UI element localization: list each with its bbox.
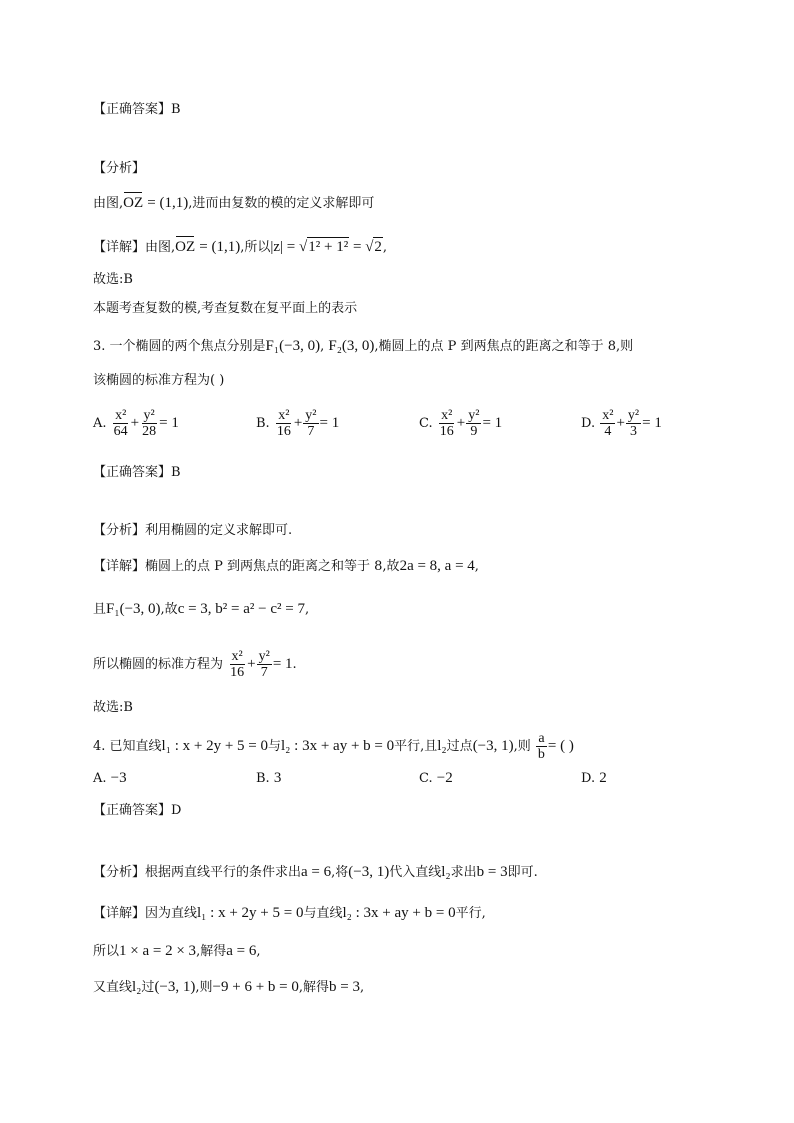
q4-text: ,则 <box>513 739 531 754</box>
focus-f1: F₁(−3, 0) <box>265 338 321 354</box>
answer-q4: 【正确答案】D <box>93 803 182 818</box>
vector-value: = (1,1) <box>199 239 241 255</box>
detail-label: 【详解】 <box>93 240 146 255</box>
analysis-q4 <box>93 863 538 882</box>
denominator: 9 <box>470 424 478 439</box>
detail-text: ,则 <box>195 980 213 995</box>
detail-q4-line1 <box>93 904 486 923</box>
detail-text: 且 <box>93 602 107 617</box>
option-label: B. <box>256 416 270 431</box>
fraction-y <box>466 408 481 439</box>
numerator: x² <box>602 408 614 423</box>
rhs: = 1 <box>272 656 293 672</box>
numerator: x² <box>231 649 243 664</box>
vector-oz: OZ <box>175 239 196 255</box>
q3-option: B. $\frac{\text{x²}}{16}$ + $\frac{\text{y²}}{7}$ = 1 <box>256 408 340 439</box>
option-label: A. <box>93 416 107 431</box>
q4-text: 过点 <box>446 739 473 754</box>
sqrt-expression: 1² + 1² <box>308 239 349 255</box>
analysis-text: 【分析】根据两直线平行的条件求出 <box>93 865 302 880</box>
detail-text: 又直线 <box>93 980 133 995</box>
focus-f2: F₂(3, 0) <box>328 338 375 354</box>
detail-q2: 【详解】由图,OZ = (1,1),所以|z| = √1² + 1² = √2, <box>93 239 388 255</box>
detail-text: 与直线 <box>303 906 343 921</box>
detail-text: ,解得 <box>298 980 330 995</box>
fraction-y <box>257 649 272 680</box>
point: (−3, 1) <box>348 864 390 880</box>
fraction-x <box>438 408 456 439</box>
modulus-z: |z| = <box>270 239 300 255</box>
analysis-tail: ,进而由复数的模的定义求解即可 <box>188 196 375 211</box>
question-4 <box>93 728 574 765</box>
select-q2: 故选:B <box>93 272 133 287</box>
q4-blank: = ( ) <box>547 738 574 754</box>
point: (−3, 1) <box>154 979 196 995</box>
q3-option: A. $\frac{\text{x²}}{64}$ + $\frac{\text{y²}}{28}$ = 1 <box>93 408 179 439</box>
option-value: −3 <box>110 770 127 786</box>
q4-option <box>256 770 281 787</box>
analysis-text: 即可. <box>507 865 538 880</box>
detail-text: 所以椭圆的标准方程为 <box>93 657 224 672</box>
detail-text: 【详解】因为直线 <box>93 906 198 921</box>
equation: 1 × a = 2 × 3 <box>119 943 197 959</box>
line-l2: l₂ : 3x + ay + b = 0 <box>281 738 395 754</box>
numerator: y² <box>305 408 317 423</box>
detail-q3-line2 <box>93 600 309 619</box>
equals-sign: = <box>349 239 366 255</box>
equation: c = 3, b² = a² − c² = 7 <box>177 601 305 617</box>
detail-text: 过 <box>141 980 155 995</box>
option-value: −2 <box>436 770 453 786</box>
line-l2-ref: l₂ <box>132 979 142 995</box>
rhs: = 1 <box>159 415 179 431</box>
denominator: 28 <box>142 424 157 439</box>
q3-option: D. $\frac{\text{x²}}{4}$ + $\frac{\text{y²}}{3}$ = 1 <box>581 408 662 439</box>
detail-text: 平行, <box>455 906 486 921</box>
detail-text: 【详解】椭圆上的点 P 到两焦点的距离之和等于 8,故 <box>93 559 400 574</box>
option-label: A. <box>93 771 107 786</box>
denominator: 64 <box>113 424 128 439</box>
vector-value: = (1,1) <box>147 195 189 211</box>
line-l2: l₂ : 3x + ay + b = 0 <box>342 905 456 921</box>
numerator: x² <box>278 408 290 423</box>
detail-text: 由图, <box>145 240 176 255</box>
fraction-y <box>140 408 158 439</box>
select-q3: 故选:B <box>93 700 133 715</box>
line-l1: l₁ : x + 2y + 5 = 0 <box>197 905 304 921</box>
detail-text: ,故 <box>160 602 178 617</box>
q4-option <box>419 770 453 787</box>
analysis-q3: 【分析】利用椭圆的定义求解即可. <box>93 523 293 538</box>
denominator: 16 <box>230 665 245 680</box>
punct: , <box>256 944 261 959</box>
q3-text: 3. 一个椭圆的两个焦点分别是 <box>93 339 266 354</box>
q4-text: 平行,且 <box>394 739 438 754</box>
fraction-y <box>303 408 318 439</box>
detail-text: 所以 <box>93 944 120 959</box>
fraction-x <box>112 408 130 439</box>
punct: , <box>305 602 310 617</box>
vector-oz: OZ <box>123 195 144 211</box>
rhs: = 1 <box>319 415 340 431</box>
fraction-a-b <box>536 731 547 762</box>
denominator: 16 <box>276 424 291 439</box>
q4-option <box>581 770 607 787</box>
denominator: 7 <box>307 424 315 439</box>
punct: . <box>292 657 297 672</box>
answer-q2: 【正确答案】B <box>93 102 181 117</box>
point: (−3, 1) <box>472 738 514 754</box>
fraction-x <box>600 408 615 439</box>
equation: a = 6 <box>226 943 257 959</box>
q4-option <box>93 770 127 787</box>
equation: 2a = 8, a = 4 <box>399 558 475 574</box>
option-label: D. <box>581 771 596 786</box>
q3-text-b: ,椭圆上的点 P 到两焦点的距离之和等于 8,则 <box>374 339 634 354</box>
analysis-text: 代入直线 <box>389 865 442 880</box>
denominator: 7 <box>260 665 268 680</box>
denominator: 16 <box>439 424 454 439</box>
line-l2-ref: l₂ <box>437 738 447 754</box>
equation: a = 6 <box>301 864 332 880</box>
q3-option: C. $\frac{\text{x²}}{16}$ + $\frac{\text{y²}}{9}$ = 1 <box>419 408 503 439</box>
denominator: b <box>537 747 545 762</box>
line-l2-ref: l₂ <box>441 864 451 880</box>
rhs: = 1 <box>482 415 503 431</box>
equation: b = 3 <box>476 864 508 880</box>
option-value: 3 <box>273 770 282 786</box>
option-label: C. <box>419 416 433 431</box>
numerator: x² <box>115 408 127 423</box>
fraction-y <box>626 408 641 439</box>
numerator: y² <box>258 649 270 664</box>
analysis-label-q2: 【分析】 <box>93 161 146 176</box>
analysis-text: ,将 <box>331 865 349 880</box>
question-3-line1 <box>93 337 633 356</box>
punct: , <box>474 559 479 574</box>
rhs: = 1 <box>642 415 662 431</box>
fraction-x <box>228 649 246 680</box>
answer-q3: 【正确答案】B <box>93 465 181 480</box>
punct: , <box>382 240 388 255</box>
numerator: y² <box>468 408 480 423</box>
option-label: D. <box>581 416 596 431</box>
equation: b = 3 <box>329 979 360 995</box>
line-l1: l₁ : x + 2y + 5 = 0 <box>161 738 268 754</box>
analysis-text: 求出 <box>450 865 477 880</box>
denominator: 3 <box>630 424 637 439</box>
focus-f1: F₁(−3, 0) <box>106 601 161 617</box>
q4-text: 与 <box>268 739 282 754</box>
separator: , <box>320 339 325 354</box>
numerator: y² <box>627 408 640 423</box>
option-value: 2 <box>599 770 607 786</box>
detail-mid: ,所以 <box>240 240 271 255</box>
detail-q4-line3 <box>93 978 364 997</box>
punct: , <box>359 980 365 995</box>
question-3-line2: 该椭圆的标准方程为( ) <box>93 373 225 388</box>
numerator: y² <box>143 408 155 423</box>
analysis-q2 <box>93 194 374 213</box>
equation: −9 + 6 + b = 0 <box>212 979 299 995</box>
option-label: C. <box>419 771 433 786</box>
option-label: B. <box>256 771 270 786</box>
sqrt-two: 2 <box>374 239 382 255</box>
denominator: 4 <box>604 424 612 439</box>
detail-text: ,解得 <box>196 944 227 959</box>
note-q2: 本题考查复数的模,考查复数在复平面上的表示 <box>93 301 358 316</box>
numerator: a <box>538 731 545 746</box>
analysis-text: 由图, <box>93 196 124 211</box>
detail-q4-line2 <box>93 942 260 961</box>
q4-text: 4. 已知直线 <box>93 739 162 754</box>
detail-q3-line1 <box>93 557 479 576</box>
detail-q3-line3: 所以椭圆的标准方程为 $\frac{\text{x²}}{16}$ + $\frac{\text{y²}}{7}$ = 1. <box>93 649 297 680</box>
fraction-x <box>275 408 293 439</box>
numerator: x² <box>441 408 453 423</box>
